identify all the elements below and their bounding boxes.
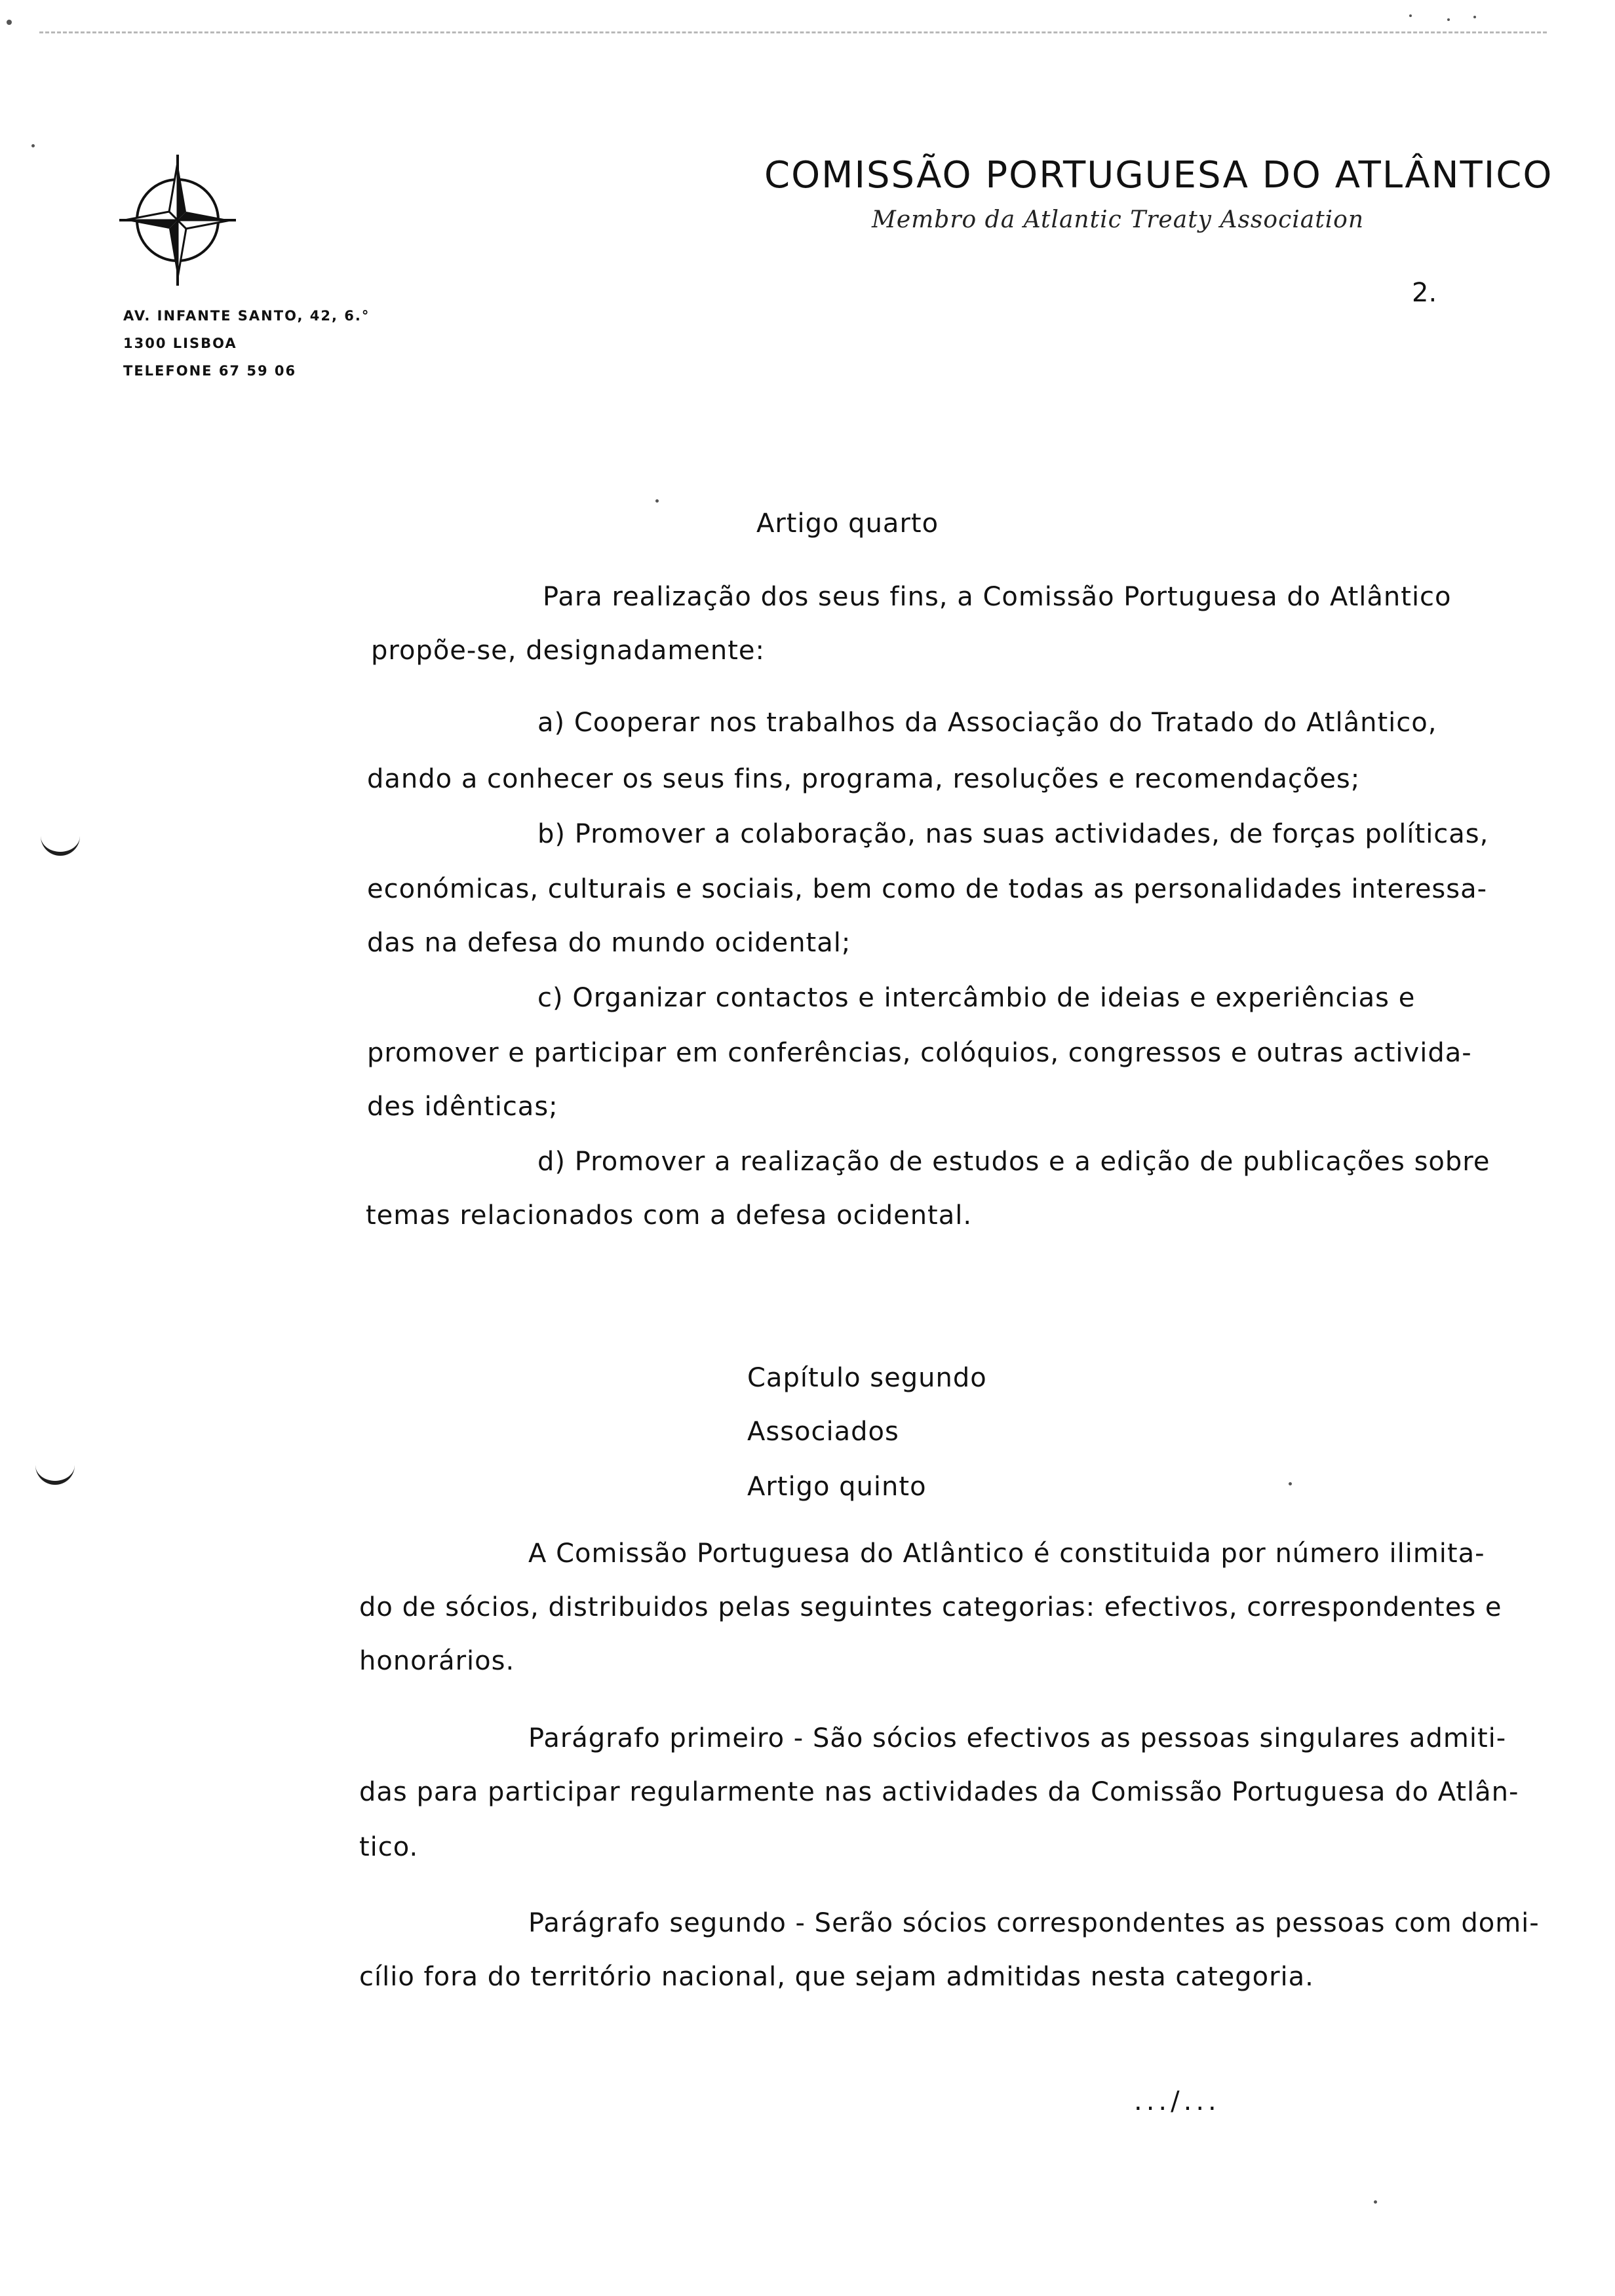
address-phone: TELEFONE 67 59 06 xyxy=(123,363,297,379)
page-number: 2. xyxy=(1412,278,1437,308)
continuation-mark: .../... xyxy=(1134,2086,1220,2116)
paragraph-line: temas relacionados com a defesa ocidental. xyxy=(366,1200,973,1231)
paragraph-line: des idênticas; xyxy=(367,1092,558,1122)
scan-speck xyxy=(1473,16,1476,18)
org-subtitle: Membro da Atlantic Treaty Association xyxy=(872,206,1365,233)
paragraph-line: Parágrafo segundo - Serão sócios correspondentes as pessoas com domi- xyxy=(528,1908,1540,1938)
article-heading: Artigo quinto xyxy=(747,1472,927,1502)
paragraph-line: honorários. xyxy=(359,1646,515,1676)
list-item-d: d) Promover a realização de estudos e a edição de publicações sobre xyxy=(537,1147,1490,1177)
scan-speck xyxy=(655,499,659,503)
paragraph-line: do de sócios, distribuidos pelas seguintes categorias: efectivos, correspondentes e xyxy=(359,1592,1502,1622)
paragraph-line: económicas, culturais e sociais, bem como de todas as personalidades interessa- xyxy=(367,874,1488,904)
paragraph-line: Para realização dos seus fins, a Comissão Portuguesa do Atlântico xyxy=(543,582,1452,612)
paragraph-line: promover e participar em conferências, colóquios, congressos e outras activida- xyxy=(367,1038,1472,1068)
list-item-b: b) Promover a colaboração, nas suas actividades, de forças políticas, xyxy=(537,819,1489,849)
scan-speck xyxy=(1447,18,1450,21)
paragraph-line: Parágrafo primeiro - São sócios efectivos as pessoas singulares admiti- xyxy=(528,1723,1507,1753)
address-city: 1300 LISBOA xyxy=(123,335,237,351)
punch-hole-mark xyxy=(35,1457,75,1485)
paragraph-line: cílio fora do território nacional, que sejam admitidas nesta categoria. xyxy=(359,1962,1314,1992)
punch-hole-mark xyxy=(41,828,80,856)
nato-compass-star-icon xyxy=(117,149,239,287)
paragraph-line: propõe-se, designadamente: xyxy=(371,636,766,666)
section-title: Associados xyxy=(747,1417,899,1447)
address-street: AV. INFANTE SANTO, 42, 6.° xyxy=(123,308,370,324)
scan-speck xyxy=(1409,14,1412,17)
paragraph-line: A Comissão Portuguesa do Atlântico é constituida por número ilimita- xyxy=(528,1539,1485,1569)
scan-speck xyxy=(31,144,35,147)
org-name: COMISSÃO PORTUGUESA DO ATLÂNTICO xyxy=(764,154,1553,197)
list-item-a: a) Cooperar nos trabalhos da Associação do Tratado do Atlântico, xyxy=(537,708,1437,738)
paragraph-line: das na defesa do mundo ocidental; xyxy=(367,928,851,958)
scan-speck xyxy=(7,20,12,25)
paragraph-line: das para participar regularmente nas actividades da Comissão Portuguesa do Atlân- xyxy=(359,1777,1519,1807)
list-item-c: c) Organizar contactos e intercâmbio de ideias e experiências e xyxy=(537,983,1416,1013)
scan-speck xyxy=(1374,2200,1377,2204)
paragraph-line: dando a conhecer os seus fins, programa, resoluções e recomendações; xyxy=(367,764,1361,794)
scan-speck xyxy=(1289,1482,1292,1485)
paragraph-line: tico. xyxy=(359,1832,419,1862)
chapter-heading: Capítulo segundo xyxy=(747,1363,987,1393)
article-heading: Artigo quarto xyxy=(756,508,939,539)
top-scan-edge xyxy=(39,31,1547,33)
